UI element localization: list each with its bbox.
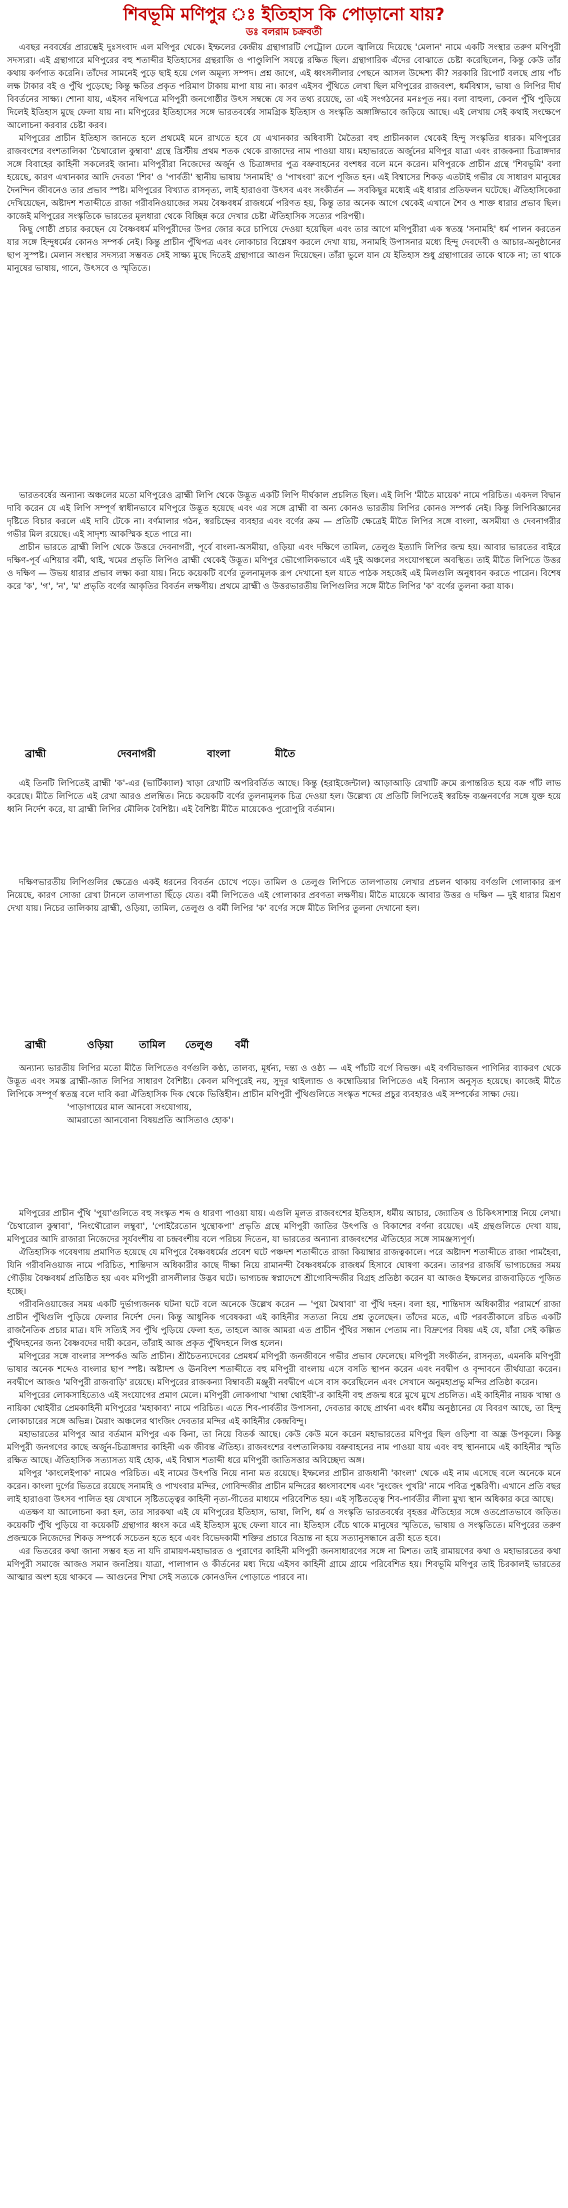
script-label: ব্রাহ্মী: [25, 1040, 47, 1051]
paragraph: প্রাচীন ভারতে ব্রাহ্মী লিপি থেকে উত্তরে দেবনাগরী, পূর্বে বাংলা-অসমীয়া, ওড়িয়া এবং দক্ষিণে তামিল, তেলুগু ইত্যাদি লিপির জন্ম হয়। আবার ভারতের বাইরে দক্ষিণ-পূর্ব এশিয়ার বর্মী, থাই, খমের প্রভৃতি লিপিও ব্রাহ্মী থেকেই উদ্ভূত। মণিপুর ভৌগোলিকভাবে এই দুই অঞ্চলের সংযোগস্থলে অবস্থিত। তাই মীতৈ লিপিতে উত্তর ও দক্ষিণ — উভয় ধারার প্রভাব লক্ষ্য করা যায়। নিচে কয়েকটি বর্ণের তুলনামূলক রূপ দেখানো হল যাতে পাঠক সহজেই এই মিলগুলি অনুধাবন করতে পারেন। বিশেষ করে 'ক', 'গ', 'ন', 'ম' প্রভৃতি বর্ণের আকৃতির বিবর্তন লক্ষণীয়। প্রথমে ব্রাহ্মী ও উত্তরভারতীয় লিপিগুলির সঙ্গে মীতৈ লিপির 'ক' বর্ণের তুলনা করা যাক।: [7, 543, 561, 592]
article-author: ডঃ বলরাম চক্রবর্তী: [245, 27, 323, 38]
paragraph: এই তিনটি লিপিতেই ব্রাহ্মী 'ক'-এর (ভার্টিক্যাল) খাড়া রেখাটি অপরিবর্তিত আছে। কিন্তু (হরাইজেন্টাল) আড়াআড়ি রেখাটি ক্রমে রূপান্তরিত হয়ে বক্র গাঁট লাভ করেছে। মীতৈ লিপিতে এই রেখা আরও প্রলম্বিত। নিচে কয়েকটি বর্ণের তুলনামূলক চিত্র দেওয়া হল। উল্লেখ্য যে প্রতিটি লিপিতেই স্বরচিহ্ন ব্যঞ্জনবর্ণের সঙ্গে যুক্ত হয়ে ধ্বনি নির্দেশ করে, যা ব্রাহ্মী লিপির মৌলিক বৈশিষ্ট্য। এই বৈশিষ্ট্য মীতৈ মায়েকেও পুরোপুরি বর্তমান।: [7, 779, 561, 815]
paragraph: মণিপুরের লোকসাহিত্যেও এই সংযোগের প্রমাণ মেলে। মণিপুরী লোকগাথা 'খাম্বা থোইবী'-র কাহিনী বহু প্রজন্ম ধরে মুখে মুখে প্রচলিত। এই কাহিনীর নায়ক খাম্বা ও নায়িকা থোইবীর প্রেমকাহিনী মণিপুরের 'মহাকাব্য' নামে পরিচিত। এতে শিব-পার্বতীর উপাসনা, দেবতার কাছে প্রার্থনা এবং ধর্মীয় অনুষ্ঠানের যে বিবরণ আছে, তা হিন্দু লোকাচারের সঙ্গে অভিন্ন। মৈরাং অঞ্চলের থাংজিং দেবতার মন্দির এই কাহিনীর কেন্দ্রবিন্দু।: [7, 1391, 561, 1427]
paragraph: কিছু গোষ্ঠী প্রচার করছেন যে বৈষ্ণবধর্ম মণিপুরীদের উপর জোর করে চাপিয়ে দেওয়া হয়েছিল এবং তার আগে মণিপুরীরা এক স্বতন্ত্র 'সনামহি' ধর্ম পালন করতেন যার সঙ্গে হিন্দুধর্মের কোনও সম্পর্ক নেই। কিন্তু প্রাচীন পুঁথিপত্র এবং লোকাচার বিশ্লেষণ করলে দেখা যায়, সনামহি উপাসনার মধ্যে হিন্দু দেবদেবী ও আচার-অনুষ্ঠানের ছাপ সুস্পষ্ট। মেলান সংস্থার সদস্যরা সম্ভবত সেই সাক্ষ্য মুছে দিতেই গ্রন্থাগারে আগুন দিয়েছেন। তাঁরা ভুলে যান যে ইতিহাস শুধু গ্রন্থাগারের তাকে থাকে না; তা থাকে মানুষের ভাষায়, গানে, উৎসবে ও স্মৃতিতে।: [7, 225, 561, 274]
script-label: বাংলা: [207, 749, 231, 760]
script-label: বর্মী: [235, 1040, 249, 1051]
paragraph: দক্ষিণভারতীয় লিপিগুলির ক্ষেত্রেও একই ধরনের বিবর্তন চোখে পড়ে। তামিল ও তেলুগু লিপিতে তালপাতায় লেখার প্রচলন থাকায় বর্ণগুলি গোলাকার রূপ নিয়েছে, কারণ সোজা রেখা টানলে তালপাতা ছিঁড়ে যেত। বর্মী লিপিতেও এই গোলাকার প্রবণতা লক্ষণীয়। মীতৈ মায়েকে আবার উত্তর ও দক্ষিণ — দুই ধারার মিশ্রণ দেখা যায়। নিচের তালিকায় ব্রাহ্মী, ওড়িয়া, তামিল, তেলুগু ও বর্মী লিপির 'ক' বর্ণের সঙ্গে মীতৈ লিপির তুলনা দেখানো হল।: [7, 878, 561, 914]
section-history: [7, 1208, 561, 2208]
section-ka-evolution: [7, 778, 561, 877]
paragraph: মণিপুরের সঙ্গে বাংলার সম্পর্কও অতি প্রাচীন। শ্রীচৈতন্যদেবের প্রেমধর্ম মণিপুরী জনজীবনে গভীর প্রভাব ফেলেছে। মণিপুরী সংকীর্তন, রাসনৃত্য, এমনকি মণিপুরী ভাষার অনেক শব্দেও বাংলার ছাপ স্পষ্ট। অষ্টাদশ ও ঊনবিংশ শতাব্দীতে বহু মণিপুরী বাংলায় এসে বসতি স্থাপন করেন এবং নবদ্বীপ ও বৃন্দাবনে তীর্থযাত্রা করেন। নবদ্বীপে আজও 'মণিপুরী রাজবাড়ি' রয়েছে। মণিপুরের রাজকন্যা বিম্বাবতী মঞ্জুরী নবদ্বীপে এসে বাস করেছিলেন এবং সেখানে অনুমহাপ্রভু মন্দির প্রতিষ্ঠা করেন।: [7, 1352, 561, 1388]
section-south-scripts: [7, 877, 561, 1021]
paragraph: এবছর নববর্ষের প্রারম্ভেই দুঃসংবাদ এল মণিপুর থেকে। ইম্ফলের কেন্দ্রীয় গ্রন্থাগারটি পেট্রোল ঢেলে জ্বালিয়ে দিয়েছে 'মেলান' নামে একটি সংস্থার তরুণ মণিপুরী সদস্যরা। এই গ্রন্থাগারে মণিপুরের বহু শতাব্দীর ইতিহাসের গ্রন্থরাজি ও পাণ্ডুলিপি সযত্নে রক্ষিত ছিল। গ্রন্থাগারিক এঁদের বোঝাতে চেষ্টা করেছিলেন, কিন্তু কেউ তাঁর কথায় কর্ণপাত করেনি। তাঁদের সামনেই পুড়ে ছাই হয়ে গেল অমূল্য সম্পদ। প্রশ্ন জাগে, এই ধ্বংসলীলার পেছনে আসল উদ্দেশ্য কী? সরকারি রিপোর্ট বলছে প্রায় পাঁচ লক্ষ টাকার বই ও পুঁথি পুড়েছে; কিন্তু ক্ষতির প্রকৃত পরিমাণ টাকায় মাপা যায় না। কারণ এইসব পুঁথিতে লেখা ছিল মণিপুরের রাজবংশ, ধর্মবিশ্বাস, ভাষা ও লিপির দীর্ঘ বিবর্তনের সাক্ষ্য। শোনা যায়, এইসব নথিপত্রে মণিপুরী জনগোষ্ঠীর উৎস সম্বন্ধে যে সব তথ্য রয়েছে, তা এই সংগঠনের মনঃপূত নয়। বলা বাহুল্য, কেবল পুঁথি পুড়িয়ে দিলেই ইতিহাস মুছে ফেলা যায় না। মণিপুরের ইতিহাসের সঙ্গে ভারতবর্ষের সামগ্রিক ইতিহাস ও সংস্কৃতি অঙ্গাঙ্গিভাবে জড়িয়ে আছে। এই লেখায় সেই কথাই সংক্ষেপে আলোচনা করবার চেষ্টা করব।: [7, 43, 561, 131]
script-label: দেবনাগরী: [117, 749, 156, 760]
script-comparison-row-north: [7, 738, 561, 778]
paragraph: এতক্ষণ যা আলোচনা করা হল, তার সারকথা এই যে মণিপুরের ইতিহাস, ভাষা, লিপি, ধর্ম ও সংস্কৃতি ভারতবর্ষের বৃহত্তর ঐতিহ্যের সঙ্গে ওতপ্রোতভাবে জড়িত। কয়েকটি পুঁথি পুড়িয়ে বা কয়েকটি গ্রন্থাগার ধ্বংস করে এই ইতিহাস মুছে ফেলা যাবে না। ইতিহাস বেঁচে থাকে মানুষের স্মৃতিতে, ভাষায় ও সংস্কৃতিতে। মণিপুরের তরুণ প্রজন্মকে নিজেদের শিকড় সম্পর্কে সচেতন হতে হবে এবং বিভেদকামী শক্তির প্রচারে বিভ্রান্ত না হয়ে সত্যানুসন্ধানে ব্রতী হতে হবে।: [7, 1508, 561, 1544]
script-comparison-row-south: [7, 1021, 561, 1063]
paragraph: মণিপুরের প্রাচীন ইতিহাস জানতে হলে প্রথমেই মনে রাখতে হবে যে এখানকার অধিবাসী মৈতৈরা বহু প্রাচীনকাল থেকেই হিন্দু সংস্কৃতির ধারক। মণিপুরের রাজবংশের বংশতালিকা 'চৈথারোল কুম্বাবা' গ্রন্থে খ্রিস্টীয় প্রথম শতক থেকে রাজাদের নাম পাওয়া যায়। মহাভারতে অর্জুনের মণিপুর যাত্রা এবং রাজকন্যা চিত্রাঙ্গদার সঙ্গে বিবাহের কাহিনী সকলেরই জানা। মণিপুরীরা নিজেদের অর্জুন ও চিত্রাঙ্গদার পুত্র বভ্রুবাহনের বংশধর বলে মনে করেন। মণিপুরকে প্রাচীন গ্রন্থে 'শিবভূমি' বলা হয়েছে, কারণ এখানকার আদি দেবতা 'শিব' ও 'পার্বতী' স্থানীয় ভাষায় 'সনামহি' ও 'পাখংবা' রূপে পূজিত হন। এই বিশ্বাসের শিকড় এতটাই গভীর যে সাধারণ মানুষের দৈনন্দিন জীবনেও তার প্রভাব স্পষ্ট। মণিপুরের বিখ্যাত রাসনৃত্য, লাই হারাওবা উৎসব এবং সংকীর্তন — সবকিছুর মধ্যেই এই ধারার প্রতিফলন ঘটেছে। ঐতিহাসিকেরা দেখিয়েছেন, অষ্টাদশ শতাব্দীতে রাজা গরীবনিওয়াজের সময় বৈষ্ণবধর্ম রাজধর্মে পরিণত হয়, কিন্তু তার অনেক আগে থেকেই এখানে শৈব ও শাক্ত ধারার প্রভাব ছিল। কাজেই মণিপুরের সংস্কৃতিকে ভারতের মূলধারা থেকে বিচ্ছিন্ন করে দেখার চেষ্টা ঐতিহাসিক সত্যের পরিপন্থী।: [7, 134, 561, 222]
paragraph: মহাভারতের মণিপুর আর বর্তমান মণিপুর এক কিনা, তা নিয়ে বিতর্ক আছে। কেউ কেউ মনে করেন মহাভারতের মণিপুর ছিল ওড়িশা বা অন্ধ্র উপকূলে। কিন্তু মণিপুরী জনগণের কাছে অর্জুন-চিত্রাঙ্গদার কাহিনী এক জীবন্ত ঐতিহ্য। রাজবংশের বংশতালিকায় বভ্রুবাহনের নাম পাওয়া যায় এবং বহু স্থাননামে এই কাহিনীর স্মৃতি রক্ষিত আছে। ঐতিহাসিক সত্যাসত্য যাই হোক, এই বিশ্বাস শতাব্দী ধরে মণিপুরী জাতিসত্তার অবিচ্ছেদ্য অঙ্গ।: [7, 1430, 561, 1466]
script-label: মীতৈ: [275, 749, 296, 760]
paragraph: গরীবনিওয়াজের সময় একটি দুর্ভাগ্যজনক ঘটনা ঘটে বলে অনেকে উল্লেখ করেন — 'পুয়া মৈথাবা' বা পুঁথি দহন। বলা হয়, শান্তিদাস অধিকারীর পরামর্শে রাজা প্রাচীন পুঁথিগুলি পুড়িয়ে ফেলার নির্দেশ দেন। কিন্তু আধুনিক গবেষকরা এই কাহিনীর সত্যতা নিয়ে প্রশ্ন তুলেছেন। তাঁদের মতে, এটি পরবর্তীকালে রচিত একটি রাজনৈতিক প্রচার মাত্র। যদি সত্যিই সব পুঁথি পুড়িয়ে ফেলা হত, তাহলে আজ আমরা এত প্রাচীন পুঁথির সন্ধান পেতাম না। বিদ্রুপের বিষয় এই যে, যাঁরা সেই কল্পিত পুঁথিদহনের জন্য বৈষ্ণবদের দায়ী করেন, তাঁরাই আজ প্রকৃত পুঁথিদহনে লিপ্ত হলেন।: [7, 1300, 561, 1349]
paragraph: ঐতিহাসিক গবেষণায় প্রমাণিত হয়েছে যে মণিপুরে বৈষ্ণবধর্মের প্রবেশ ঘটে পঞ্চদশ শতাব্দীতে রাজা কিয়াম্বার রাজত্বকালে। পরে অষ্টাদশ শতাব্দীতে রাজা পামহৈবা, যিনি গরীবনিওয়াজ নামে পরিচিত, শান্তিদাস অধিকারীর কাছে দীক্ষা নিয়ে রামানন্দী বৈষ্ণবধর্মকে রাজধর্ম হিসাবে ঘোষণা করেন। তারপর রাজর্ষি ভাগ্যচন্দ্রের সময় গৌড়ীয় বৈষ্ণবধর্ম প্রতিষ্ঠিত হয় এবং মণিপুরী রাসলীলার উদ্ভব ঘটে। ভাগ্যচন্দ্র স্বপ্নাদেশে শ্রীগোবিন্দজীর বিগ্রহ প্রতিষ্ঠা করেন যা আজও ইম্ফলের রাজবাড়িতে পূজিত হচ্ছে।: [7, 1248, 561, 1297]
paragraph: মণিপুর 'কাংলেইপাক' নামেও পরিচিত। এই নামের উৎপত্তি নিয়ে নানা মত রয়েছে। ইম্ফলের প্রাচীন রাজধানী 'কাংলা' থেকে এই নাম এসেছে বলে অনেকে মনে করেন। কাংলা দুর্গের ভিতরে রয়েছে সনামহি ও পাখংবার মন্দির, গোবিন্দজীর প্রাচীন মন্দিরের ধ্বংসাবশেষ এবং 'নুংজেং পুখরি' নামে পবিত্র পুষ্করিণী। এখানে প্রতি বছর লাই হারাওবা উৎসব পালিত হয় যেখানে সৃষ্টিতত্ত্বের কাহিনী নৃত্য-গীতের মাধ্যমে পরিবেশিত হয়। এই সৃষ্টিতত্ত্বে শিব-পার্বতীর লীলা মুখ্য স্থান অধিকার করে আছে।: [7, 1469, 561, 1505]
quote-line: 'পাড়াগায়ের মাল আনবো সংযোগায়,: [67, 1103, 192, 1113]
script-label: তামিল: [139, 1040, 166, 1051]
section-intro: [7, 42, 561, 490]
article-title: শিবভূমি মণিপুর ঃ ইতিহাস কি পোড়ানো যায়?: [123, 5, 445, 25]
script-label: তেলুগু: [185, 1040, 213, 1051]
quote-line: আমরাতো আনবোনা বিষয়প্রতি আসিতাও হোক'।: [67, 1116, 234, 1126]
paragraph: ভারতবর্ষের অন্যান্য অঞ্চলের মতো মণিপুরেও ব্রাহ্মী লিপি থেকে উদ্ভূত একটি লিপি দীর্ঘকাল প্রচলিত ছিল। এই লিপি 'মীতৈ মায়েক' নামে পরিচিত। একদল বিদ্বান দাবি করেন যে এই লিপি সম্পূর্ণ স্বাধীনভাবে মণিপুরে উদ্ভূত হয়েছে এবং এর সঙ্গে ব্রাহ্মী বা অন্য কোনও ভারতীয় লিপির কোনও সম্পর্ক নেই। কিন্তু লিপিবিজ্ঞানের দৃষ্টিতে বিচার করলে এই দাবি টেকে না। বর্ণমালার গঠন, স্বরচিহ্নের ব্যবহার এবং বর্ণের ক্রম — প্রতিটি ক্ষেত্রেই মীতৈ লিপির সঙ্গে বাংলা, অসমীয়া ও দেবনাগরীর গভীর মিল রয়েছে। এই সাদৃশ্য আকস্মিক হতে পারে না।: [7, 491, 561, 540]
paragraph: মণিপুরের প্রাচীন পুঁথি 'পুয়া'গুলিতে বহু সংস্কৃত শব্দ ও ধারণা পাওয়া যায়। এগুলি মূলত রাজবংশের ইতিহাস, ধর্মীয় আচার, জ্যোতিষ ও চিকিৎসাশাস্ত্র নিয়ে লেখা। 'চৈথারোল কুম্বাবা', 'নিংথৌরোল লম্বুবা', 'পোইরৈতোন খুন্থোকপা' প্রভৃতি গ্রন্থে মণিপুরী জাতির উৎপত্তি ও বিকাশের বর্ণনা রয়েছে। এই গ্রন্থগুলিতে দেখা যায়, মণিপুরের আদি রাজারা নিজেদের সূর্যবংশীয় বা চন্দ্রবংশীয় বলে পরিচয় দিতেন, যা ভারতের অন্যান্য রাজবংশের ঐতিহ্যের সঙ্গে সামঞ্জস্যপূর্ণ।: [7, 1209, 561, 1245]
section-script-origin: [7, 490, 561, 738]
paragraph: অন্যান্য ভারতীয় লিপির মতো মীতৈ লিপিতেও বর্ণগুলি কণ্ঠ্য, তালব্য, মূর্ধন্য, দন্ত্য ও ওষ্ঠ্য — এই পাঁচটি বর্গে বিভক্ত। এই বর্গবিভাজন পাণিনির ব্যাকরণ থেকে উদ্ভূত এবং সমস্ত ব্রাহ্মী-জাত লিপির সাধারণ বৈশিষ্ট্য। কেবল মণিপুরেই নয়, সুদূর থাইল্যান্ড ও কম্বোডিয়ার লিপিতেও এই বিন্যাস অনুসৃত হয়েছে। কাজেই মীতৈ লিপিকে সম্পূর্ণ স্বতন্ত্র বলে দাবি করা ঐতিহাসিক দিক থেকে ভিত্তিহীন। প্রাচীন মণিপুরী পুঁথিগুলিতে সংস্কৃত শব্দের প্রচুর ব্যবহারও এই সম্পর্কের সাক্ষ্য দেয়।: [7, 1064, 561, 1100]
script-label: ব্রাহ্মী: [25, 749, 47, 760]
script-label: ওড়িয়া: [87, 1040, 114, 1051]
paragraph: এর ভিতরের কথা জানা সম্ভব হত না যদি রামায়ণ-মহাভারত ও পুরাণের কাহিনী মণিপুরী জনসাধারণের সঙ্গে না মিশত। তাই রামায়ণের কথা ও মহাভারতের কথা মণিপুরী সমাজে আজও সমান জনপ্রিয়। যাত্রা, পালাগান ও কীর্তনের মধ্য দিয়ে এইসব কাহিনী গ্রামে গ্রামে পরিবেশিত হয়। শিবভূমি মণিপুর তাই চিরকালই ভারতের আত্মার অংশ হয়ে থাকবে — আগুনের শিখা সেই সত্যকে কোনওদিন পোড়াতে পারবে না।: [7, 1547, 561, 1583]
section-varga: [7, 1063, 561, 1208]
